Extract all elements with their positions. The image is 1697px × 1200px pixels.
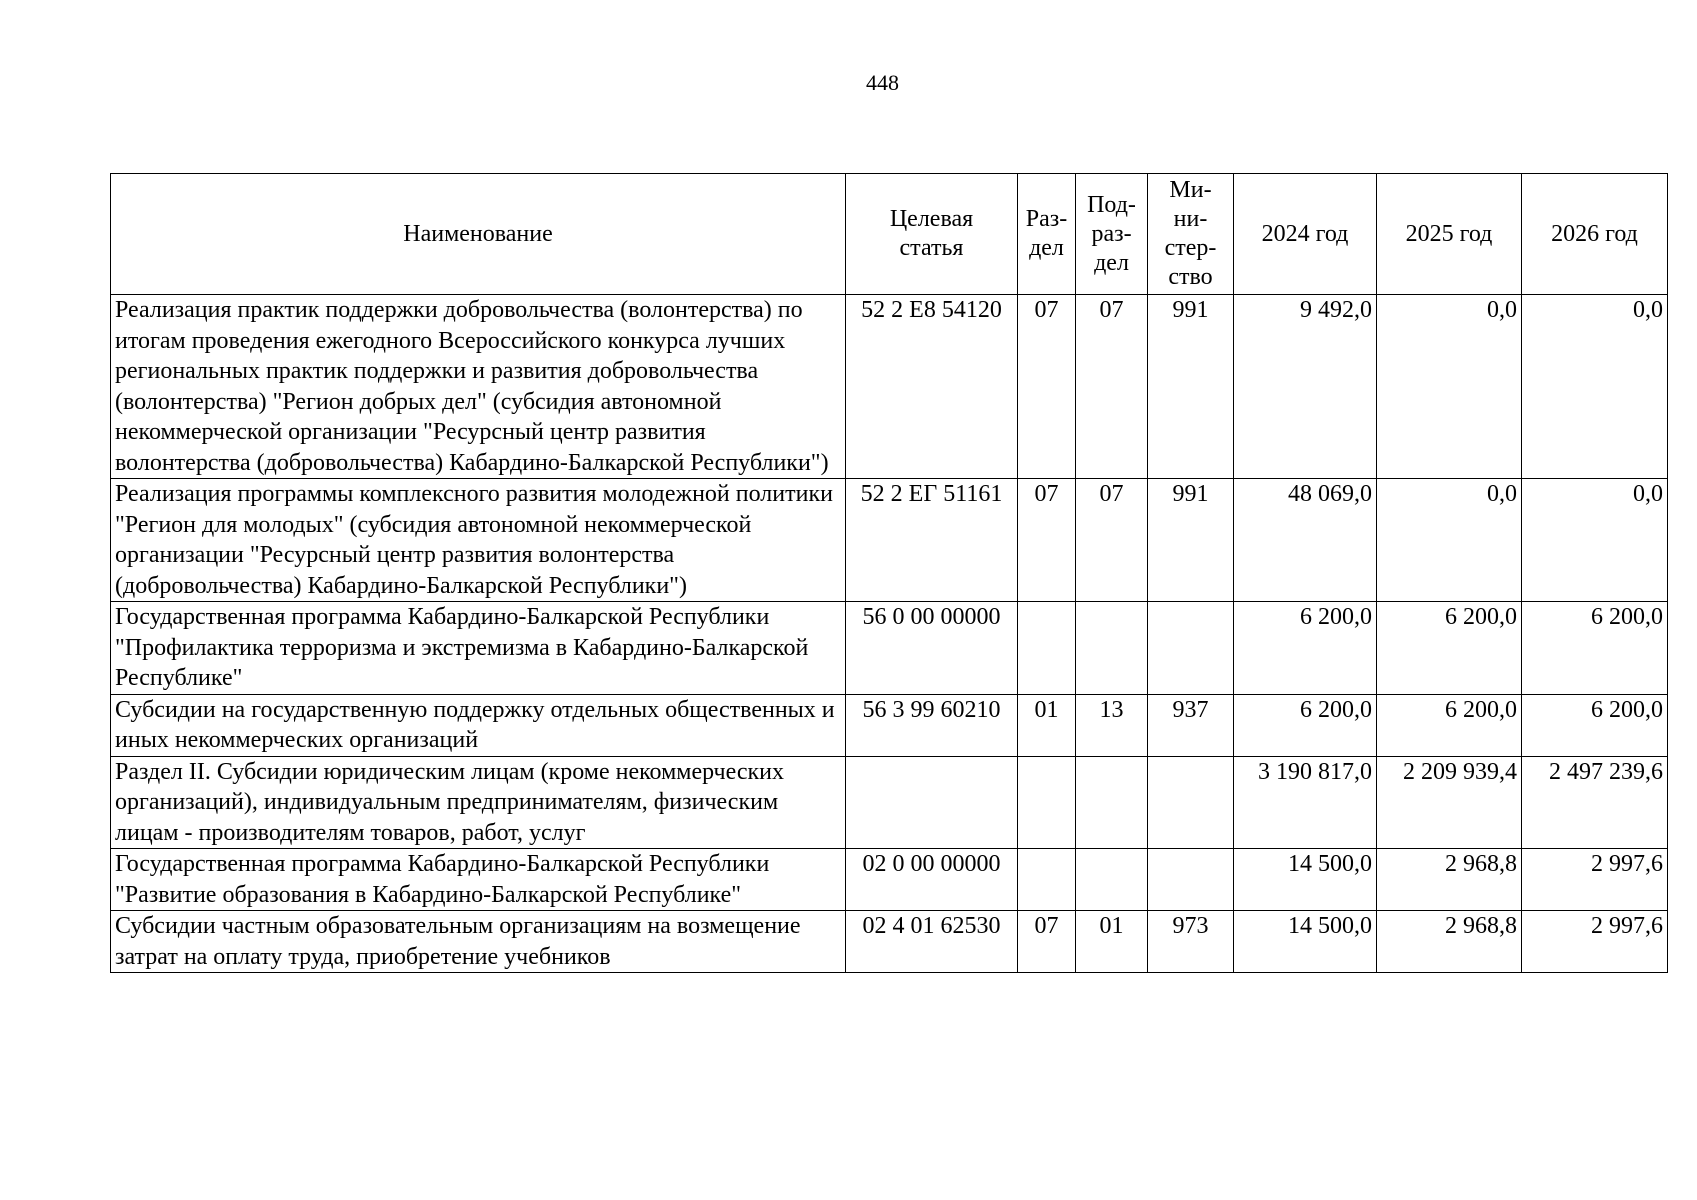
table-row	[111, 756, 1668, 849]
row-subsection: 01	[1076, 911, 1148, 973]
row-2024: 14 500,0	[1234, 911, 1377, 973]
row-section	[1018, 602, 1076, 695]
header-target: Целевая статья	[846, 174, 1018, 295]
row-2025: 0,0	[1377, 479, 1522, 602]
row-ministry	[1148, 849, 1234, 911]
table-row	[111, 849, 1668, 911]
row-name: Государственная программа Кабардино-Балкарской Республики "Профилактика терроризма и экстремизма в Кабардино-Балкарской Республике"	[111, 602, 846, 695]
row-section: 07	[1018, 295, 1076, 479]
row-target	[846, 756, 1018, 849]
table-row	[111, 479, 1668, 602]
row-ministry: 991	[1148, 295, 1234, 479]
row-2024: 6 200,0	[1234, 694, 1377, 756]
row-2026: 6 200,0	[1522, 694, 1668, 756]
row-2025: 2 968,8	[1377, 911, 1522, 973]
row-section: 01	[1018, 694, 1076, 756]
table-row	[111, 295, 1668, 479]
row-subsection	[1076, 602, 1148, 695]
header-section: Раз- дел	[1018, 174, 1076, 295]
row-section	[1018, 849, 1076, 911]
header-2024: 2024 год	[1234, 174, 1377, 295]
row-name: Субсидии частным образовательным организациям на возмещение затрат на оплату труда, приобретение учебников	[111, 911, 846, 973]
row-name: Раздел II. Субсидии юридическим лицам (кроме некоммерческих организаций), индивидуальным предпринимателям, физическим лицам - производителям товаров, работ, услуг	[111, 756, 846, 849]
row-ministry: 991	[1148, 479, 1234, 602]
row-2026: 2 997,6	[1522, 911, 1668, 973]
row-2025: 2 209 939,4	[1377, 756, 1522, 849]
page-number: 448	[866, 70, 899, 95]
row-2024: 14 500,0	[1234, 849, 1377, 911]
budget-table	[110, 173, 1668, 973]
row-2025: 0,0	[1377, 295, 1522, 479]
row-ministry: 973	[1148, 911, 1234, 973]
row-2026: 2 997,6	[1522, 849, 1668, 911]
row-2026: 2 497 239,6	[1522, 756, 1668, 849]
row-2026: 0,0	[1522, 295, 1668, 479]
row-2024: 48 069,0	[1234, 479, 1377, 602]
row-target: 02 4 01 62530	[846, 911, 1018, 973]
row-section	[1018, 756, 1076, 849]
header-name: Наименование	[111, 174, 846, 295]
row-subsection: 07	[1076, 479, 1148, 602]
row-name: Реализация программы комплексного развития молодежной политики "Регион для молодых" (субсидия автономной некоммерческой организации "Ресурсный центр развития волонтерства (добровольчества) Кабардино-Балкарской Республики")	[111, 479, 846, 602]
row-target: 52 2 Е8 54120	[846, 295, 1018, 479]
table-row	[111, 694, 1668, 756]
header-2025: 2025 год	[1377, 174, 1522, 295]
row-subsection: 07	[1076, 295, 1148, 479]
header-2026: 2026 год	[1522, 174, 1668, 295]
table-row	[111, 602, 1668, 695]
row-2025: 2 968,8	[1377, 849, 1522, 911]
row-2026: 6 200,0	[1522, 602, 1668, 695]
row-2026: 0,0	[1522, 479, 1668, 602]
row-2025: 6 200,0	[1377, 602, 1522, 695]
row-section: 07	[1018, 911, 1076, 973]
row-2024: 9 492,0	[1234, 295, 1377, 479]
row-ministry	[1148, 602, 1234, 695]
row-subsection	[1076, 756, 1148, 849]
row-ministry: 937	[1148, 694, 1234, 756]
row-name: Субсидии на государственную поддержку отдельных общественных и иных некоммерческих организаций	[111, 694, 846, 756]
row-2024: 6 200,0	[1234, 602, 1377, 695]
table-header-row	[111, 174, 1668, 295]
row-2025: 6 200,0	[1377, 694, 1522, 756]
row-2024: 3 190 817,0	[1234, 756, 1377, 849]
row-target: 02 0 00 00000	[846, 849, 1018, 911]
row-ministry	[1148, 756, 1234, 849]
table-row	[111, 911, 1668, 973]
row-name: Государственная программа Кабардино-Балкарской Республики "Развитие образования в Кабардино-Балкарской Республике"	[111, 849, 846, 911]
row-subsection: 13	[1076, 694, 1148, 756]
row-name: Реализация практик поддержки добровольчества (волонтерства) по итогам проведения ежегодного Всероссийского конкурса лучших региональных практик поддержки и развития добровольчества (волонтерства) "Регион добрых дел" (субсидия автономной некоммерческой организации "Ресурсный центр развития волонтерства (добровольчества) Кабардино-Балкарской Республики")	[111, 295, 846, 479]
row-target: 52 2 ЕГ 51161	[846, 479, 1018, 602]
header-subsection: Под- раз- дел	[1076, 174, 1148, 295]
row-target: 56 3 99 60210	[846, 694, 1018, 756]
header-ministry: Ми- ни- стер- ство	[1148, 174, 1234, 295]
row-section: 07	[1018, 479, 1076, 602]
row-subsection	[1076, 849, 1148, 911]
row-target: 56 0 00 00000	[846, 602, 1018, 695]
